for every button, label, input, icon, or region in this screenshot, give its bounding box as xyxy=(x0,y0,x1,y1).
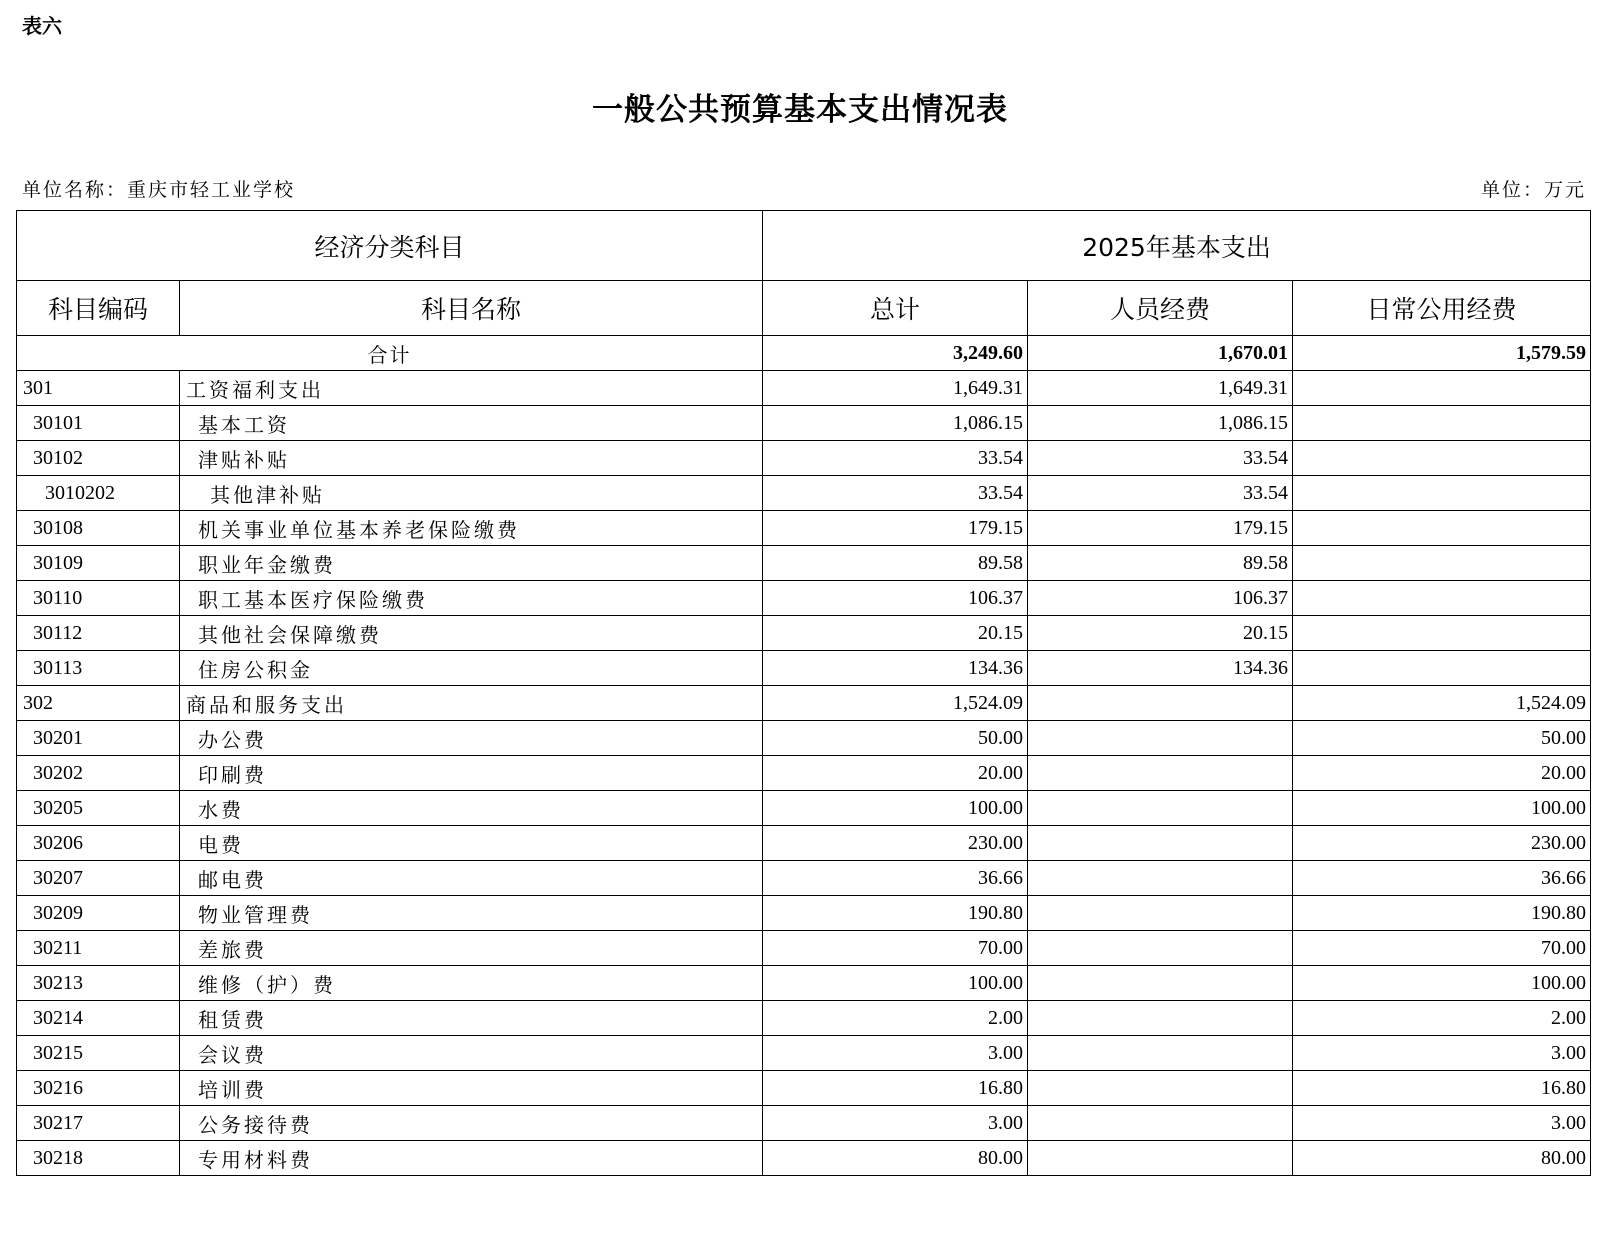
row-personnel xyxy=(1028,1071,1293,1106)
row-public: 230.00 xyxy=(1293,826,1591,861)
row-total: 230.00 xyxy=(763,826,1028,861)
row-total: 20.15 xyxy=(763,616,1028,651)
total-row xyxy=(17,336,1591,371)
row-public: 3.00 xyxy=(1293,1036,1591,1071)
header-code: 科目编码 xyxy=(17,281,180,336)
row-public xyxy=(1293,651,1591,686)
row-total: 1,524.09 xyxy=(763,686,1028,721)
total-label: 合计 xyxy=(17,336,763,371)
row-code: 30102 xyxy=(17,441,180,476)
row-code: 30207 xyxy=(17,861,180,896)
header-name: 科目名称 xyxy=(180,281,763,336)
row-code: 30108 xyxy=(17,511,180,546)
row-total: 3.00 xyxy=(763,1036,1028,1071)
table-row xyxy=(17,931,1591,966)
row-public: 1,524.09 xyxy=(1293,686,1591,721)
row-personnel xyxy=(1028,931,1293,966)
row-personnel: 179.15 xyxy=(1028,511,1293,546)
table-row xyxy=(17,686,1591,721)
row-personnel: 1,649.31 xyxy=(1028,371,1293,406)
row-public: 80.00 xyxy=(1293,1141,1591,1176)
row-public xyxy=(1293,546,1591,581)
row-name: 租赁费 xyxy=(180,1001,763,1036)
row-public: 16.80 xyxy=(1293,1071,1591,1106)
row-name: 公务接待费 xyxy=(180,1106,763,1141)
table-row xyxy=(17,1071,1591,1106)
table-row xyxy=(17,721,1591,756)
row-total: 33.54 xyxy=(763,476,1028,511)
header-basic-expenditure: 2025年基本支出 xyxy=(763,211,1591,281)
row-personnel xyxy=(1028,791,1293,826)
row-name: 职工基本医疗保险缴费 xyxy=(180,581,763,616)
table-row xyxy=(17,1141,1591,1176)
row-code: 30205 xyxy=(17,791,180,826)
row-public xyxy=(1293,406,1591,441)
row-name: 会议费 xyxy=(180,1036,763,1071)
row-total: 20.00 xyxy=(763,756,1028,791)
table-row xyxy=(17,1106,1591,1141)
budget-table xyxy=(16,210,1591,1176)
row-code: 30216 xyxy=(17,1071,180,1106)
header-row-group xyxy=(17,211,1591,281)
row-name: 商品和服务支出 xyxy=(180,686,763,721)
table-row xyxy=(17,406,1591,441)
row-personnel: 1,086.15 xyxy=(1028,406,1293,441)
unit-name: 单位名称：重庆市轻工业学校 xyxy=(22,179,296,201)
row-personnel xyxy=(1028,756,1293,791)
row-name: 印刷费 xyxy=(180,756,763,791)
row-personnel xyxy=(1028,966,1293,1001)
row-code: 30201 xyxy=(17,721,180,756)
row-personnel xyxy=(1028,686,1293,721)
row-code: 30215 xyxy=(17,1036,180,1071)
row-total: 89.58 xyxy=(763,546,1028,581)
header-economic-category: 经济分类科目 xyxy=(17,211,763,281)
row-name: 住房公积金 xyxy=(180,651,763,686)
row-public: 190.80 xyxy=(1293,896,1591,931)
row-total: 100.00 xyxy=(763,966,1028,1001)
row-total: 16.80 xyxy=(763,1071,1028,1106)
row-public: 2.00 xyxy=(1293,1001,1591,1036)
table-row xyxy=(17,896,1591,931)
row-personnel xyxy=(1028,896,1293,931)
table-row xyxy=(17,511,1591,546)
table-label: 表六 xyxy=(22,14,62,38)
row-total: 100.00 xyxy=(763,791,1028,826)
table-row xyxy=(17,616,1591,651)
row-public xyxy=(1293,581,1591,616)
row-total: 190.80 xyxy=(763,896,1028,931)
row-total: 33.54 xyxy=(763,441,1028,476)
table-row xyxy=(17,441,1591,476)
row-code: 30113 xyxy=(17,651,180,686)
header-total: 总计 xyxy=(763,281,1028,336)
row-total: 3.00 xyxy=(763,1106,1028,1141)
table-row xyxy=(17,1001,1591,1036)
row-total: 106.37 xyxy=(763,581,1028,616)
row-code: 30109 xyxy=(17,546,180,581)
document-title: 一般公共预算基本支出情况表 xyxy=(592,92,1008,128)
row-personnel: 33.54 xyxy=(1028,476,1293,511)
row-total: 1,649.31 xyxy=(763,371,1028,406)
row-name: 基本工资 xyxy=(180,406,763,441)
row-public: 50.00 xyxy=(1293,721,1591,756)
row-code: 30110 xyxy=(17,581,180,616)
row-name: 培训费 xyxy=(180,1071,763,1106)
row-name: 物业管理费 xyxy=(180,896,763,931)
row-code: 30218 xyxy=(17,1141,180,1176)
row-total: 1,086.15 xyxy=(763,406,1028,441)
total-personnel: 1,670.01 xyxy=(1028,336,1293,371)
row-code: 30101 xyxy=(17,406,180,441)
total-sum: 3,249.60 xyxy=(763,336,1028,371)
row-code: 30217 xyxy=(17,1106,180,1141)
row-name: 邮电费 xyxy=(180,861,763,896)
row-code: 30209 xyxy=(17,896,180,931)
row-personnel xyxy=(1028,861,1293,896)
row-personnel xyxy=(1028,1001,1293,1036)
table-row xyxy=(17,791,1591,826)
row-code: 30211 xyxy=(17,931,180,966)
row-public: 100.00 xyxy=(1293,966,1591,1001)
header-row-columns xyxy=(17,281,1591,336)
row-name: 工资福利支出 xyxy=(180,371,763,406)
unit-label: 单位：万元 xyxy=(1480,179,1586,201)
row-personnel xyxy=(1028,1141,1293,1176)
table-row xyxy=(17,826,1591,861)
row-name: 电费 xyxy=(180,826,763,861)
row-code: 30213 xyxy=(17,966,180,1001)
row-total: 36.66 xyxy=(763,861,1028,896)
row-name: 其他社会保障缴费 xyxy=(180,616,763,651)
row-personnel xyxy=(1028,721,1293,756)
row-personnel: 89.58 xyxy=(1028,546,1293,581)
row-personnel: 33.54 xyxy=(1028,441,1293,476)
row-personnel xyxy=(1028,826,1293,861)
row-total: 70.00 xyxy=(763,931,1028,966)
row-public: 70.00 xyxy=(1293,931,1591,966)
row-name: 办公费 xyxy=(180,721,763,756)
row-public xyxy=(1293,511,1591,546)
row-public xyxy=(1293,616,1591,651)
row-name: 水费 xyxy=(180,791,763,826)
table-row xyxy=(17,651,1591,686)
row-total: 80.00 xyxy=(763,1141,1028,1176)
row-total: 2.00 xyxy=(763,1001,1028,1036)
table-row xyxy=(17,966,1591,1001)
table-row xyxy=(17,1036,1591,1071)
row-public: 20.00 xyxy=(1293,756,1591,791)
header-personnel: 人员经费 xyxy=(1028,281,1293,336)
row-public: 3.00 xyxy=(1293,1106,1591,1141)
row-total: 134.36 xyxy=(763,651,1028,686)
row-name: 维修（护）费 xyxy=(180,966,763,1001)
row-code: 30112 xyxy=(17,616,180,651)
table-row xyxy=(17,756,1591,791)
row-name: 机关事业单位基本养老保险缴费 xyxy=(180,511,763,546)
row-total: 179.15 xyxy=(763,511,1028,546)
row-name: 职业年金缴费 xyxy=(180,546,763,581)
row-public xyxy=(1293,371,1591,406)
row-name: 差旅费 xyxy=(180,931,763,966)
row-name: 其他津补贴 xyxy=(180,476,763,511)
row-personnel xyxy=(1028,1036,1293,1071)
row-personnel xyxy=(1028,1106,1293,1141)
row-name: 津贴补贴 xyxy=(180,441,763,476)
row-public xyxy=(1293,441,1591,476)
row-public xyxy=(1293,476,1591,511)
row-personnel: 20.15 xyxy=(1028,616,1293,651)
table-row xyxy=(17,476,1591,511)
row-personnel: 106.37 xyxy=(1028,581,1293,616)
total-public: 1,579.59 xyxy=(1293,336,1591,371)
header-public: 日常公用经费 xyxy=(1293,281,1591,336)
row-code: 30202 xyxy=(17,756,180,791)
row-total: 50.00 xyxy=(763,721,1028,756)
row-code: 301 xyxy=(17,371,180,406)
row-name: 专用材料费 xyxy=(180,1141,763,1176)
table-row xyxy=(17,581,1591,616)
row-public: 100.00 xyxy=(1293,791,1591,826)
row-code: 3010202 xyxy=(17,476,180,511)
table-row xyxy=(17,371,1591,406)
table-row xyxy=(17,861,1591,896)
row-public: 36.66 xyxy=(1293,861,1591,896)
row-code: 30214 xyxy=(17,1001,180,1036)
row-code: 30206 xyxy=(17,826,180,861)
table-row xyxy=(17,546,1591,581)
row-personnel: 134.36 xyxy=(1028,651,1293,686)
row-code: 302 xyxy=(17,686,180,721)
